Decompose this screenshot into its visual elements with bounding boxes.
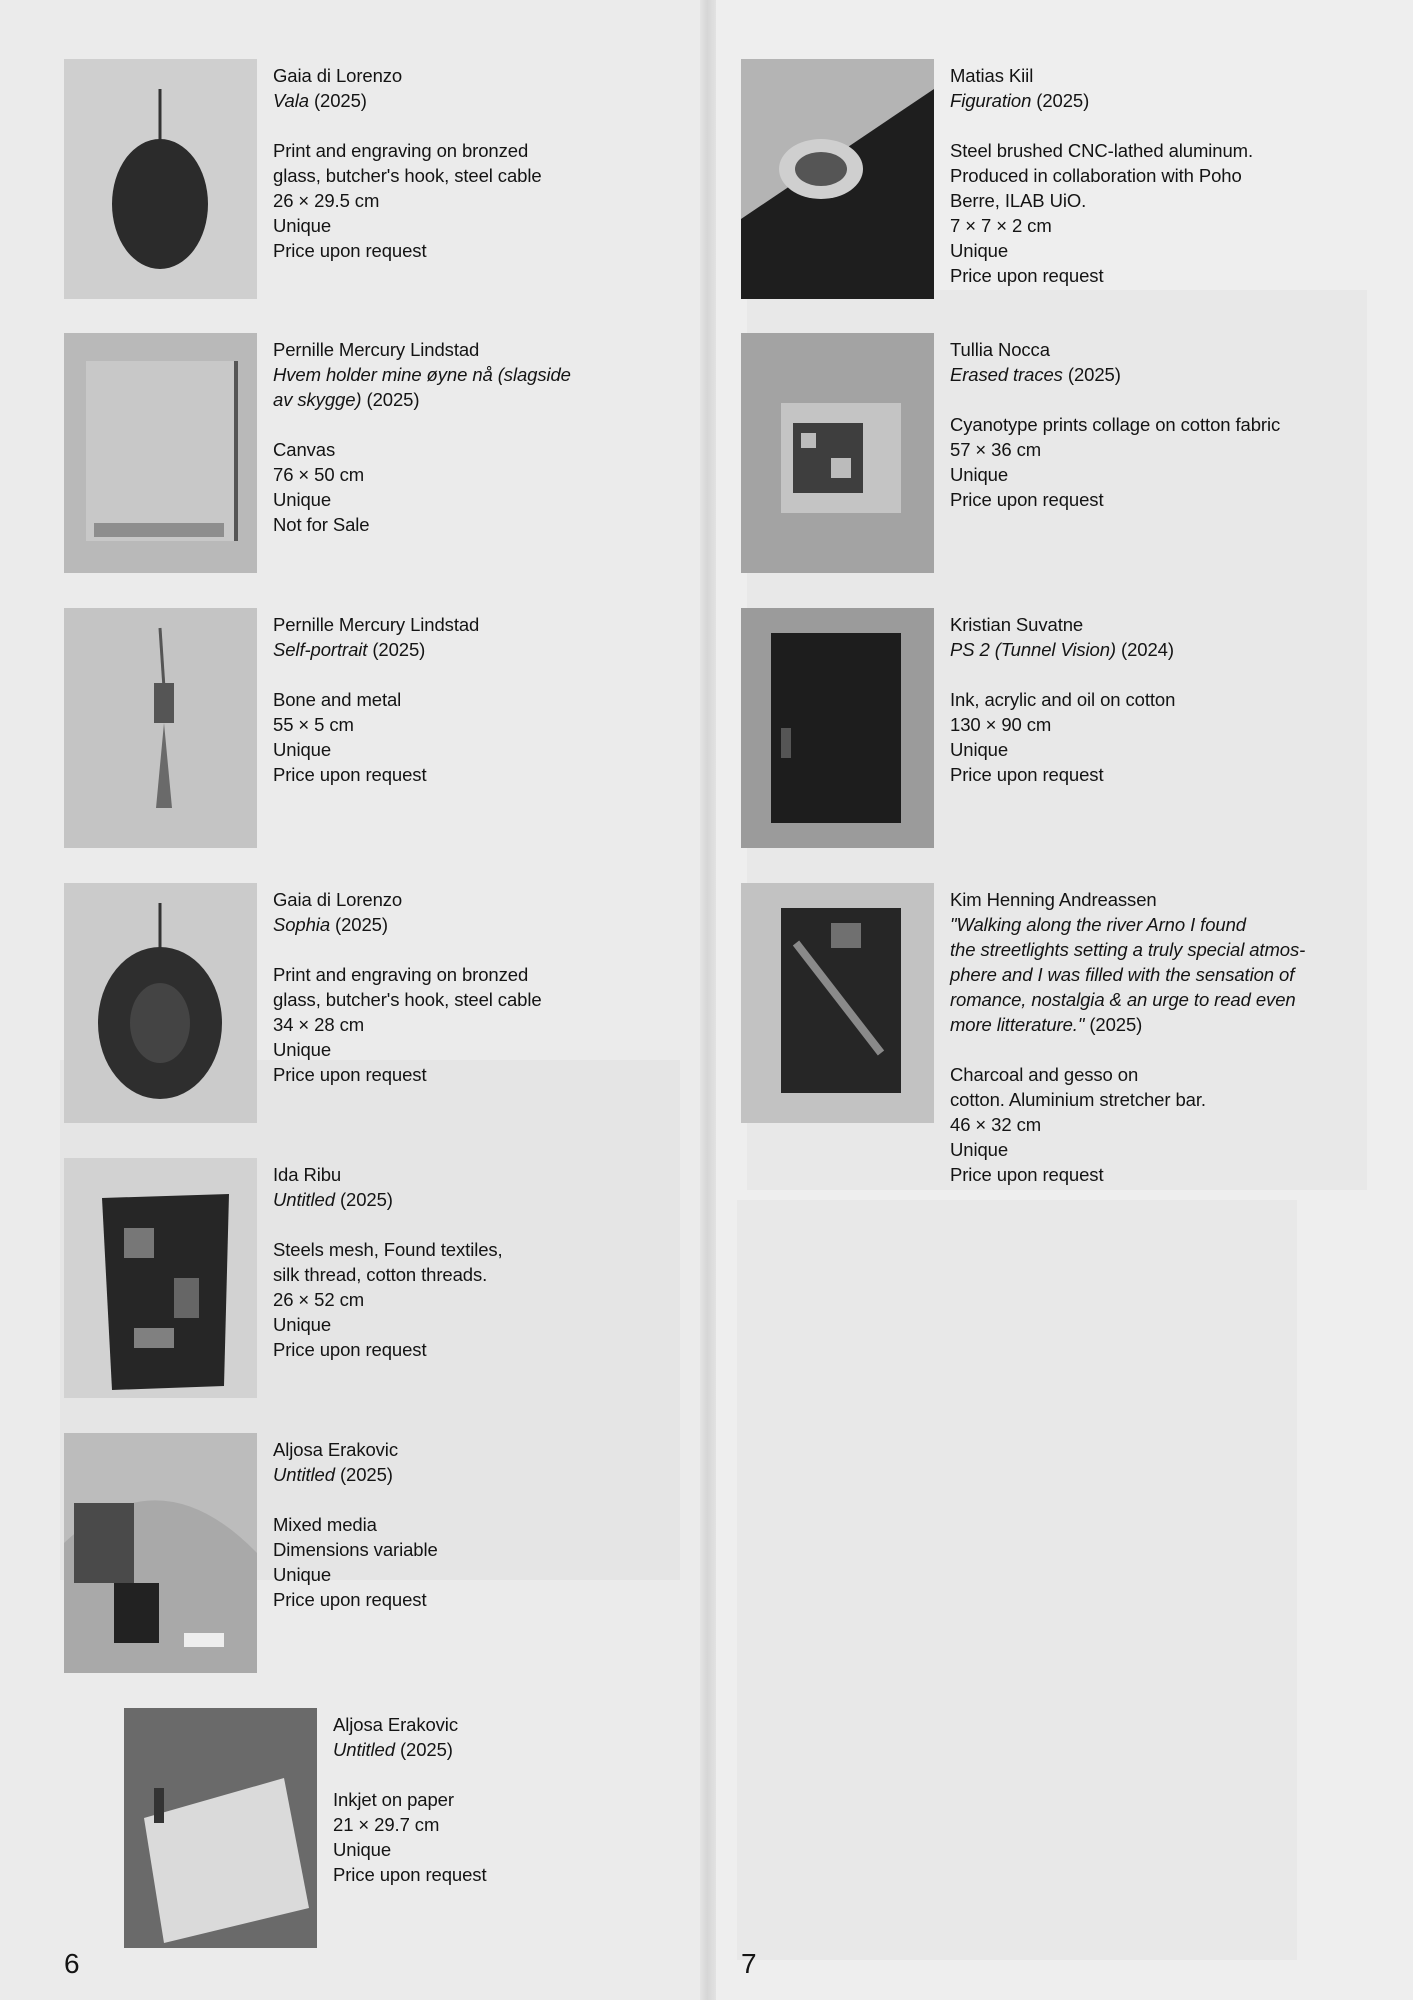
detail-line: Mixed media [273, 1514, 377, 1535]
page-number: 6 [64, 1948, 80, 1979]
detail-line: Canvas [273, 439, 336, 460]
detail-line: 76 × 50 cm [273, 464, 365, 485]
artwork-title: PS 2 (Tunnel Vision) [950, 639, 1116, 660]
detail-line: Steels mesh, Found textiles, [273, 1239, 503, 1260]
artist-name: Kristian Suvatne [950, 614, 1084, 635]
artist-name: Ida Ribu [273, 1164, 342, 1185]
artwork-thumbnail [741, 333, 934, 573]
artwork-thumbnail [64, 59, 257, 299]
artwork-title: "Walking along the river Arno I found [950, 914, 1246, 935]
artist-name: Pernille Mercury Lindstad [273, 614, 480, 635]
artwork-title: Self-portrait [273, 639, 368, 660]
detail-line: Unique [273, 739, 332, 760]
artwork-caption [333, 1712, 783, 1887]
artwork-caption [273, 612, 723, 787]
detail-line: Price upon request [333, 1864, 487, 1885]
detail-line: Unique [950, 464, 1009, 485]
artwork-title: phere and I was filled with the sensation of [950, 964, 1295, 985]
artwork-caption [950, 337, 1400, 512]
detail-line: 34 × 28 cm [273, 1014, 365, 1035]
artwork-thumbnail [741, 59, 934, 299]
artwork-thumbnail [741, 608, 934, 848]
artwork-caption [273, 337, 723, 537]
detail-line: Print and engraving on bronzed [273, 140, 529, 161]
artwork-title: Untitled [273, 1189, 335, 1210]
detail-line: Price upon request [950, 764, 1104, 785]
artwork-title: av skygge) [273, 389, 362, 410]
artist-name: Gaia di Lorenzo [273, 65, 403, 86]
artist-name: Aljosa Erakovic [273, 1439, 398, 1460]
detail-line: Price upon request [273, 1339, 427, 1360]
artwork-title: the streetlights setting a truly special atmos- [950, 939, 1306, 960]
detail-line: 21 × 29.7 cm [333, 1814, 440, 1835]
detail-line: Price upon request [950, 489, 1104, 510]
artwork-title: Hvem holder mine øyne nå (slagside [273, 364, 571, 385]
detail-line: Berre, ILAB UiO. [950, 190, 1087, 211]
detail-line: Unique [950, 240, 1009, 261]
artwork-year: (2025) [308, 90, 367, 111]
detail-line: Price upon request [950, 265, 1104, 286]
artwork-thumbnail [64, 1158, 257, 1398]
artwork-year: (2025) [1031, 90, 1090, 111]
detail-line: 46 × 32 cm [950, 1114, 1042, 1135]
artwork-caption [273, 887, 723, 1087]
artwork-title: Untitled [273, 1464, 335, 1485]
detail-line: Price upon request [950, 1164, 1104, 1185]
artwork-caption [950, 887, 1400, 1187]
detail-line: 55 × 5 cm [273, 714, 354, 735]
detail-line: Unique [950, 739, 1009, 760]
detail-line: Unique [273, 215, 332, 236]
detail-line: 26 × 29.5 cm [273, 190, 380, 211]
artwork-year: (2024) [1115, 639, 1174, 660]
artist-name: Gaia di Lorenzo [273, 889, 403, 910]
detail-line: Dimensions variable [273, 1539, 438, 1560]
artwork-year: (2025) [394, 1739, 453, 1760]
detail-line: Not for Sale [273, 514, 370, 535]
artwork-thumbnail [64, 333, 257, 573]
detail-line: Unique [273, 1564, 332, 1585]
page-number: 7 [741, 1948, 757, 1979]
detail-line: Price upon request [273, 240, 427, 261]
artist-name: Kim Henning Andreassen [950, 889, 1157, 910]
artwork-caption [273, 63, 723, 263]
artwork-caption [950, 63, 1400, 288]
detail-line: Charcoal and gesso on [950, 1064, 1139, 1085]
detail-line: Unique [273, 489, 332, 510]
artwork-caption [950, 612, 1400, 787]
artwork-year: (2025) [330, 914, 388, 935]
detail-line: Unique [333, 1839, 392, 1860]
artwork-year: (2025) [367, 639, 426, 660]
detail-line: Price upon request [273, 1064, 427, 1085]
detail-line: Steel brushed CNC-lathed aluminum. [950, 140, 1254, 161]
artist-name: Tullia Nocca [950, 339, 1050, 360]
artwork-caption [273, 1162, 723, 1362]
artwork-thumbnail [64, 883, 257, 1123]
artwork-title: Figuration [950, 90, 1032, 111]
detail-line: cotton. Aluminium stretcher bar. [950, 1089, 1206, 1110]
detail-line: Print and engraving on bronzed [273, 964, 529, 985]
detail-line: Unique [273, 1314, 332, 1335]
detail-line: Ink, acrylic and oil on cotton [950, 689, 1176, 710]
artist-name: Pernille Mercury Lindstad [273, 339, 480, 360]
artwork-thumbnail [64, 608, 257, 848]
detail-line: Inkjet on paper [333, 1789, 454, 1810]
artist-name: Aljosa Erakovic [333, 1714, 458, 1735]
artwork-title: Untitled [333, 1739, 395, 1760]
detail-line: glass, butcher's hook, steel cable [273, 989, 542, 1010]
detail-line: Price upon request [273, 1589, 427, 1610]
artwork-thumbnail [124, 1708, 317, 1948]
artwork-title: romance, nostalgia & an urge to read even [950, 989, 1296, 1010]
detail-line: Produced in collaboration with Poho [950, 165, 1242, 186]
artwork-title: more litterature." [950, 1014, 1085, 1035]
artwork-year: (2025) [334, 1464, 393, 1485]
artwork-year: (2025) [334, 1189, 393, 1210]
detail-line: 26 × 52 cm [273, 1289, 365, 1310]
detail-line: Cyanotype prints collage on cotton fabric [950, 414, 1281, 435]
artwork-caption [273, 1437, 723, 1612]
detail-line: glass, butcher's hook, steel cable [273, 165, 542, 186]
detail-line: silk thread, cotton threads. [273, 1264, 488, 1285]
artwork-thumbnail [741, 883, 934, 1123]
artist-name: Matias Kiil [950, 65, 1034, 86]
detail-line: 130 × 90 cm [950, 714, 1052, 735]
detail-line: Price upon request [273, 764, 427, 785]
detail-line: Unique [950, 1139, 1009, 1160]
artwork-title: Vala [273, 90, 309, 111]
detail-line: 7 × 7 × 2 cm [950, 215, 1052, 236]
detail-line: Unique [273, 1039, 332, 1060]
artwork-year: (2025) [361, 389, 420, 410]
artwork-title: Erased traces [950, 364, 1063, 385]
artwork-thumbnail [64, 1433, 257, 1673]
detail-line: 57 × 36 cm [950, 439, 1042, 460]
artwork-year: (2025) [1062, 364, 1121, 385]
bleed-through-text [737, 1200, 1297, 1960]
detail-line: Bone and metal [273, 689, 402, 710]
artwork-year: (2025) [1084, 1014, 1143, 1035]
artwork-title: Sophia [273, 914, 331, 935]
